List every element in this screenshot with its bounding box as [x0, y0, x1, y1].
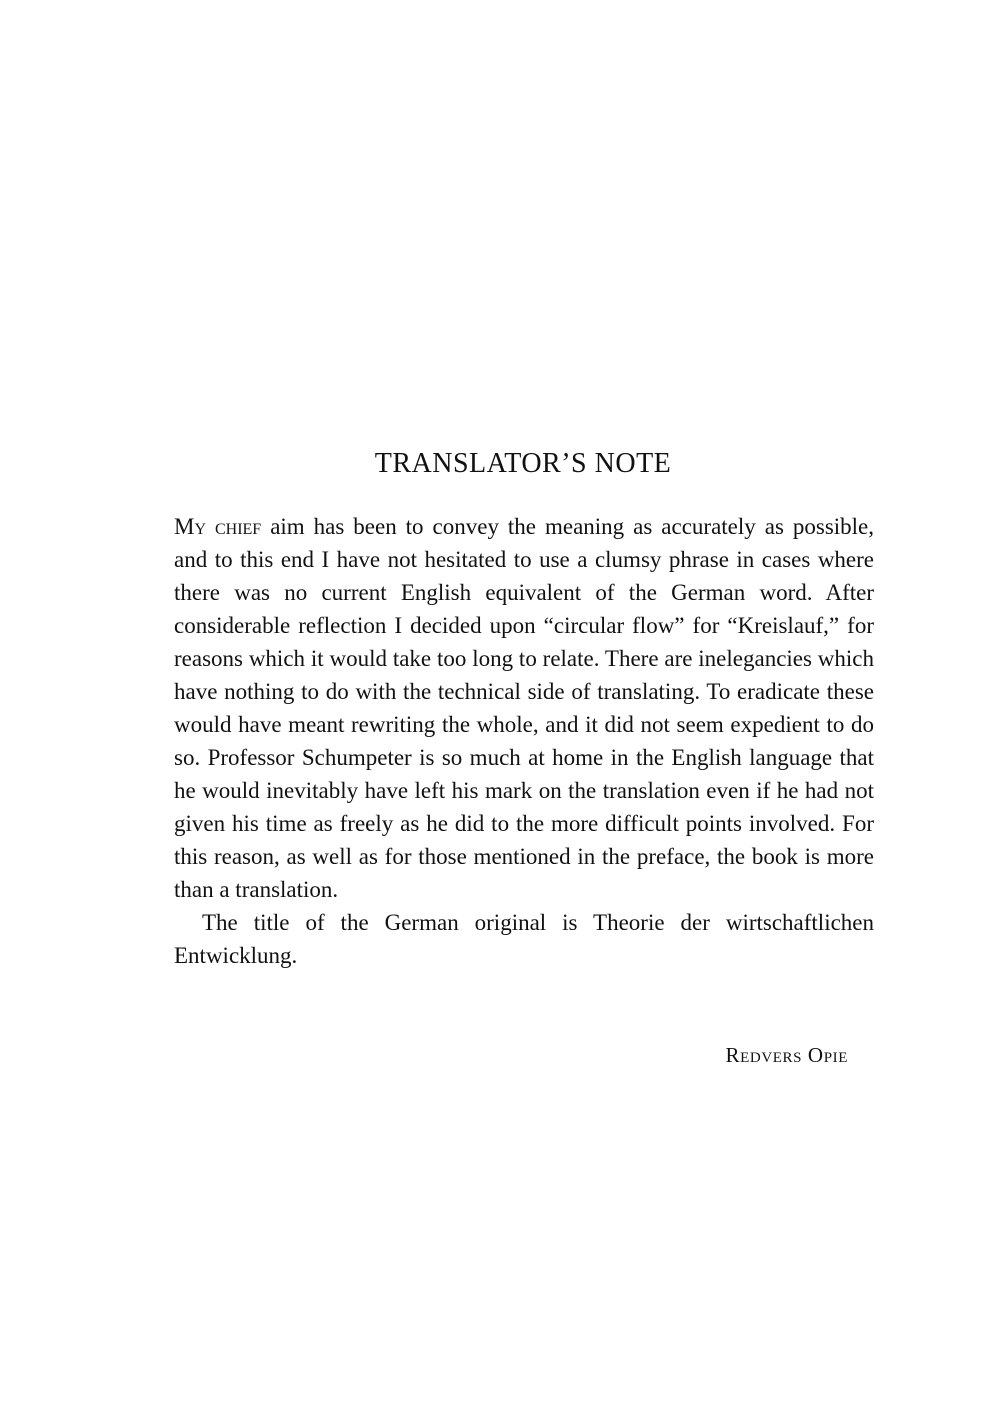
note-body: [174, 510, 874, 972]
page-title: TRANSLATOR’S NOTE: [374, 448, 672, 479]
paragraph-1-text: aim has been to convey the meaning as accurately as possible, and to this end I have not hesitated to use a clumsy phrase in cases where there was no current English equivalent of the German word. After considerable reflection I decided upon “circular flow” for “Kreislauf,” for reasons which it would take too long to relate. There are inelegancies which have nothing to do with the technical side of translating. To eradicate these would have meant rewriting the whole, and it did not seem expedient to do so. Professor Schumpeter is so much at home in the English language that he would inevitably have left his mark on the translation even if he had not given his time as freely as he did to the more difficult points involved. For this reason, as well as for those mentioned in the preface, the book is more than a translation.: [174, 514, 875, 902]
paragraph-1: [174, 510, 874, 906]
paragraph-1-lead: My chief: [174, 514, 262, 539]
paragraph-2: The title of the German original is Theorie der wirtschaftlichen Entwicklung.: [174, 910, 874, 968]
translator-signature: Redvers Opie: [725, 1043, 848, 1067]
